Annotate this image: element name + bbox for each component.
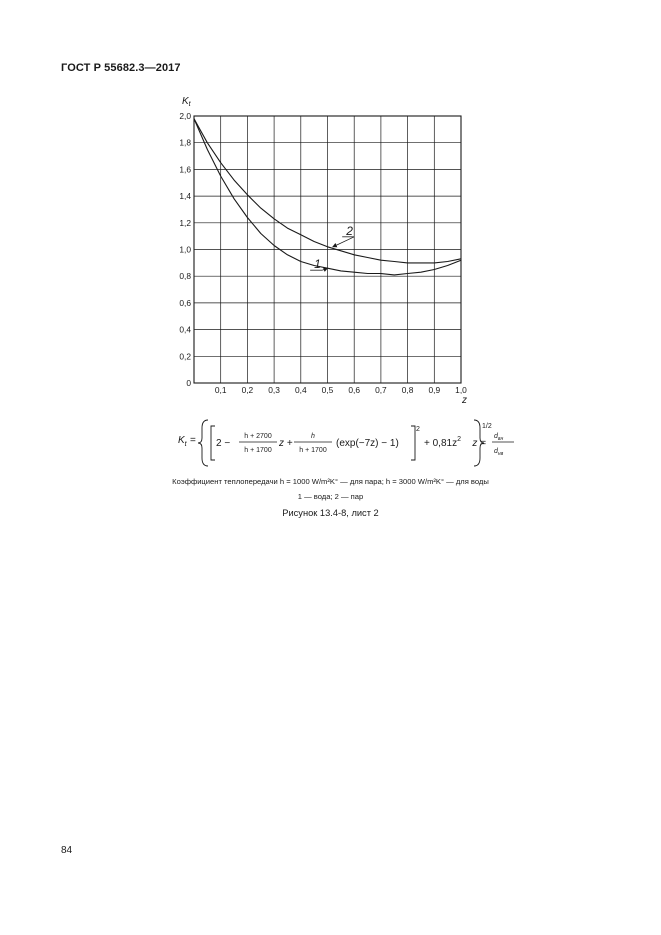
- y-axis-label-main: K: [182, 96, 189, 107]
- document-header: ГОСТ Р 55682.3—2017: [61, 62, 181, 74]
- formula-right-bracket: [411, 426, 415, 460]
- x-tick-label: 0,9: [428, 385, 441, 395]
- formula-lhs: $K_t$: [178, 435, 187, 448]
- formula-frac2-num: h: [311, 433, 315, 440]
- page-number: 84: [61, 845, 73, 856]
- y-tick-label: 0,2: [179, 351, 191, 362]
- formula-left-bracket: [211, 426, 215, 460]
- curve-arrow-1: [322, 268, 327, 270]
- curve-arrow-2: [333, 237, 354, 247]
- chart-annotations: [310, 224, 354, 271]
- formula-z-plus: z +: [279, 438, 293, 449]
- caption-legend: 1 — вода; 2 — пар: [297, 492, 364, 501]
- chart: [0, 0, 661, 410]
- curve-label-1: 1: [314, 257, 321, 272]
- formula: [176, 416, 516, 470]
- formula-exp-term: (exp(−7z) − 1): [336, 438, 399, 449]
- formula-left-brace: [198, 420, 208, 466]
- x-tick-label: 0,5: [321, 385, 334, 395]
- formula-frac1-den: h + 1700: [244, 447, 272, 454]
- formula-two-minus: 2 −: [216, 438, 231, 449]
- chart-tick-labels: [179, 111, 467, 395]
- x-tick-label: 0,8: [401, 385, 414, 395]
- x-axis-label: z: [462, 395, 467, 406]
- y-tick-label: 0,4: [179, 324, 191, 335]
- formula-z-def: z =: [472, 438, 486, 449]
- formula-frac1-num: h + 2700: [244, 433, 272, 440]
- y-tick-label: 0: [186, 378, 191, 388]
- formula-zfrac-num: $d_{вн}$: [494, 433, 504, 442]
- x-tick-label: 1,0: [455, 385, 467, 395]
- x-tick-label: 0,4: [294, 385, 307, 395]
- x-tick-label: 0,7: [375, 385, 387, 395]
- formula-eq: =: [190, 435, 196, 446]
- formula-plus-term: + $0,81z^2$: [424, 436, 461, 449]
- y-axis-label: [182, 96, 192, 108]
- y-tick-label: 1,8: [179, 137, 191, 148]
- x-tick-label: 0,1: [214, 385, 227, 395]
- y-tick-label: 0,6: [179, 297, 191, 308]
- x-tick-label: 0,2: [241, 385, 254, 395]
- y-tick-label: 1,6: [179, 164, 191, 175]
- formula-zfrac-den: $d_{нв}$: [494, 448, 504, 457]
- x-tick-label: 0,3: [268, 385, 280, 395]
- y-tick-label: 0,8: [179, 271, 191, 282]
- caption-coefficient: Коэффициент теплопередачи h = 1000 W/m²K° — для пара; h = 3000 W/m²K° — для воды: [172, 477, 489, 486]
- formula-root-exp: 1/2: [482, 423, 492, 430]
- chart-grid: [194, 116, 461, 383]
- formula-square-exp: 2: [416, 426, 420, 433]
- figure-caption: Рисунок 13.4-8, лист 2: [282, 508, 379, 518]
- x-tick-label: 0,6: [348, 385, 361, 395]
- y-tick-label: 1,4: [179, 191, 191, 202]
- formula-frac2-den: h + 1700: [299, 447, 327, 454]
- y-tick-label: 1,2: [179, 217, 191, 228]
- curve-label-2: 2: [346, 223, 353, 238]
- y-tick-label: 2,0: [179, 111, 191, 121]
- y-axis-label-sub: t: [188, 101, 191, 108]
- y-tick-label: 1,0: [179, 244, 191, 255]
